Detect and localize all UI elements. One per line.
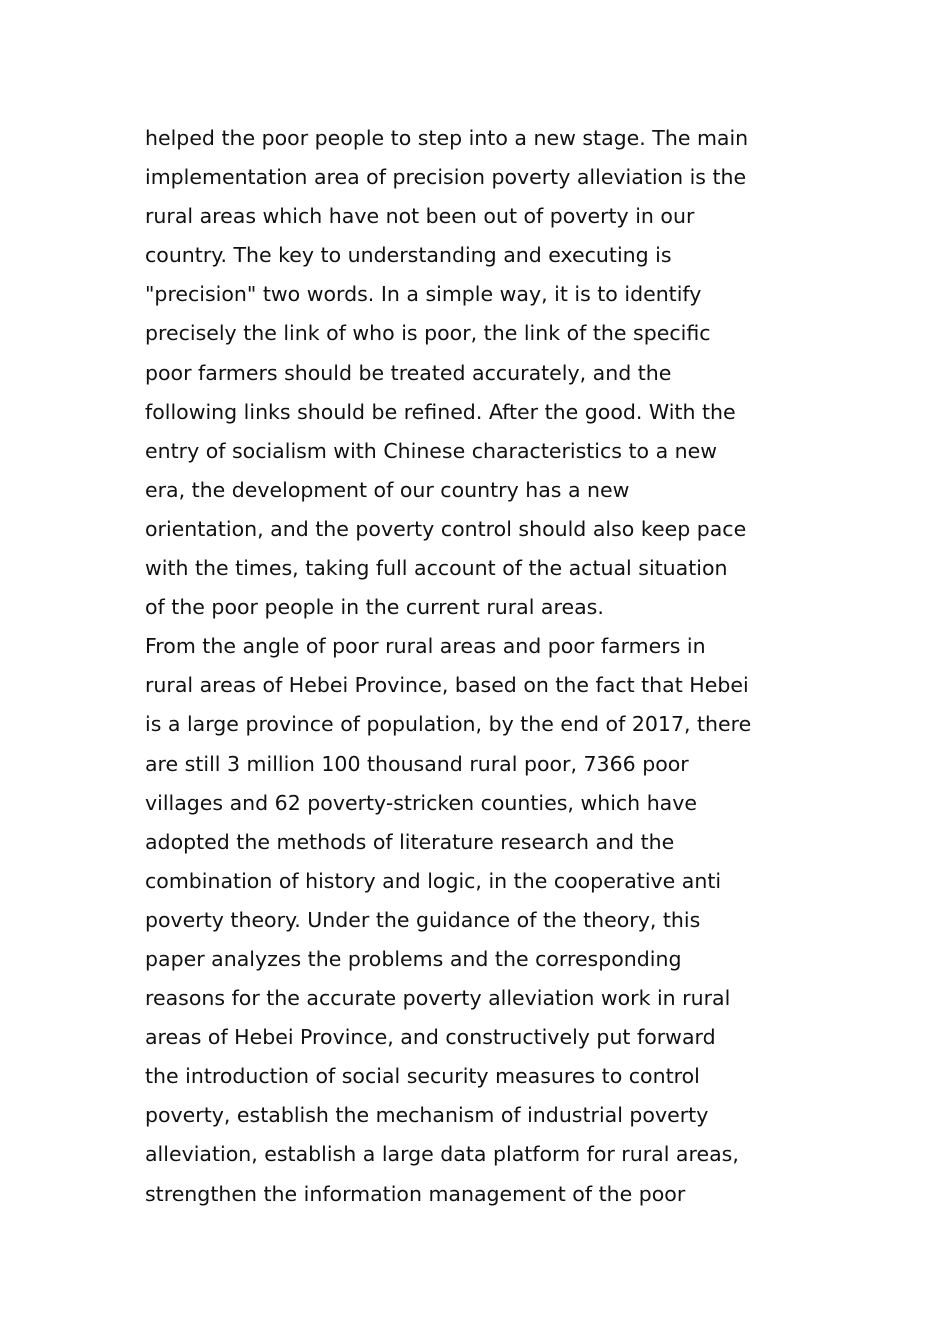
text-line: alleviation, establish a large data platform for rural areas, [145, 1142, 739, 1167]
text-line: combination of history and logic, in the cooperative anti [145, 868, 722, 893]
text-line: entry of socialism with Chinese characteristics to a new [145, 438, 718, 463]
text-line: with the times, taking full account of the actual situation [145, 556, 728, 581]
body-text [145, 119, 825, 1214]
text-line: strengthen the information management of the poor [145, 1181, 686, 1206]
text-line: precisely the link of who is poor, the link of the specific [145, 321, 711, 346]
text-line: rural areas which have not been out of poverty in our [145, 204, 695, 229]
text-line: implementation area of precision poverty alleviation is the [145, 165, 747, 190]
text-line: paper analyzes the problems and the corresponding [145, 946, 682, 971]
text-line: poor farmers should be treated accurately, and the [145, 360, 672, 385]
text-line: reasons for the accurate poverty alleviation work in rural [145, 986, 731, 1011]
text-line: are still 3 million 100 thousand rural poor, 7366 poor [145, 751, 689, 776]
text-line: poverty, establish the mechanism of industrial poverty [145, 1103, 709, 1128]
text-line: "precision" two words. In a simple way, it is to identify [145, 282, 702, 307]
text-line: the introduction of social security measures to control [145, 1064, 700, 1089]
text-line: areas of Hebei Province, and constructively put forward [145, 1025, 716, 1050]
text-line: rural areas of Hebei Province, based on the fact that Hebei [145, 673, 749, 698]
text-line: poverty theory. Under the guidance of the theory, this [145, 907, 701, 932]
text-line: villages and 62 poverty-stricken counties, which have [145, 790, 697, 815]
text-line: country. The key to understanding and executing is [145, 243, 672, 268]
text-line: of the poor people in the current rural areas. [145, 595, 604, 620]
text-line: is a large province of population, by the end of 2017, there [145, 712, 752, 737]
text-line: following links should be refined. After the good. With the [145, 399, 736, 424]
text-line: adopted the methods of literature research and the [145, 829, 675, 854]
text-line: From the angle of poor rural areas and poor farmers in [145, 634, 706, 659]
text-line: orientation, and the poverty control should also keep pace [145, 516, 747, 541]
paragraph-1 [145, 119, 825, 627]
text-line: helped the poor people to step into a new stage. The main [145, 126, 749, 150]
text-line: era, the development of our country has a new [145, 477, 630, 502]
paragraph-2 [145, 627, 825, 1213]
